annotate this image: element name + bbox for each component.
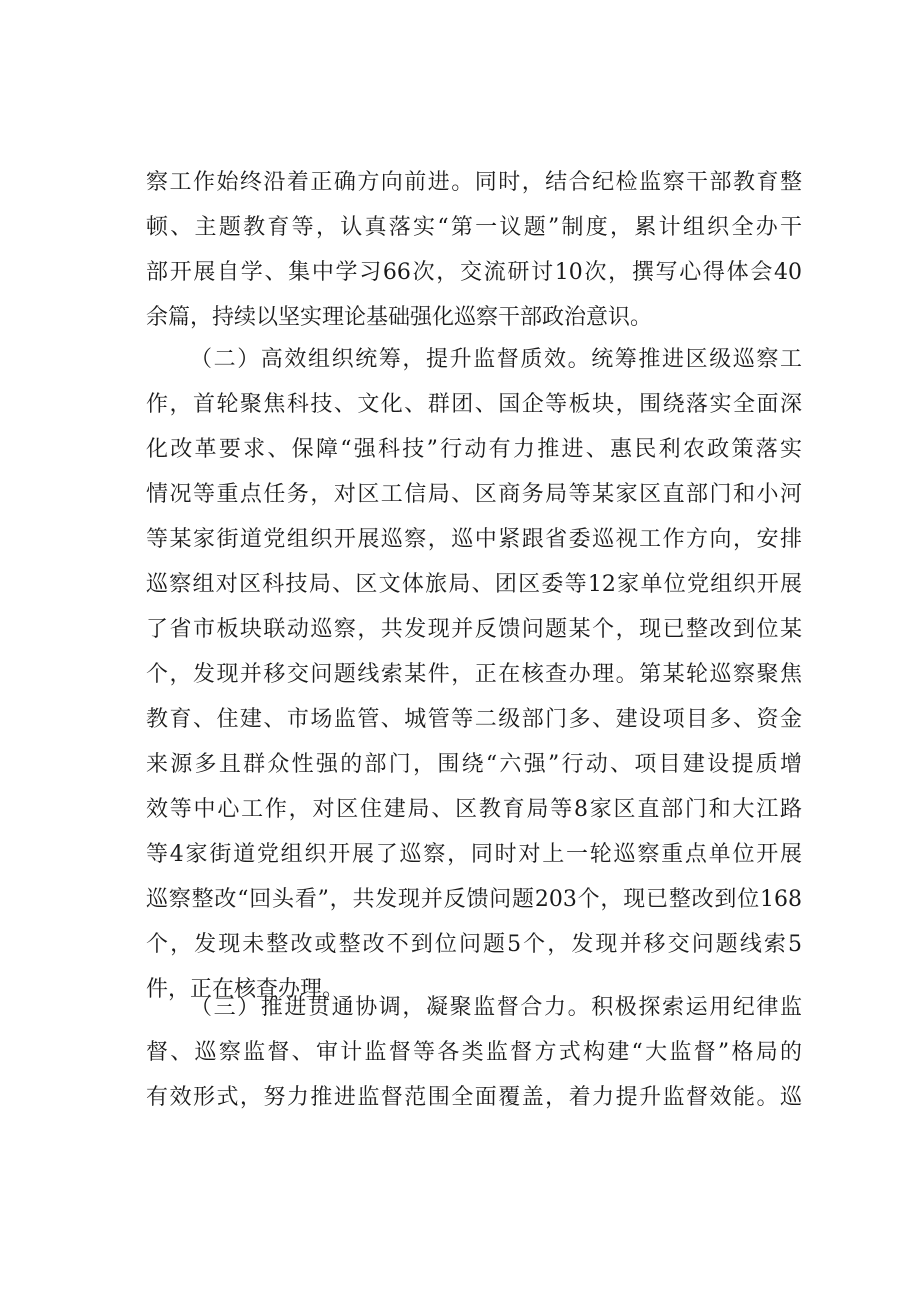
text-line: 察工作始终沿着正确方向前进。同时，结合纪检监察干部教育整 — [146, 170, 802, 195]
text-line: 件，正在核查办理。 — [146, 977, 345, 1002]
paragraph-2 — [146, 337, 802, 1012]
text-line: 顿、主题教育等，认真落实“第一议题”制度，累计组织全办干 — [146, 215, 802, 240]
paragraph-3 — [146, 985, 802, 1120]
text-line: 部开展自学、集中学习66次，交流研讨10次，撰写心得体会40 — [146, 260, 802, 285]
text-line: 化改革要求、保障“强科技”行动有力推进、惠民利农政策落实 — [146, 437, 802, 462]
text-line: 巡察组对区科技局、区文体旅局、团区委等12家单位党组织开展 — [146, 572, 802, 597]
text-line: 来源多且群众性强的部门，围绕“六强”行动、项目建设提质增 — [146, 752, 802, 777]
text-line: 有效形式，努力推进监督范围全面覆盖，着力提升监督效能。巡 — [146, 1085, 802, 1110]
text-line: 巡察整改“回头看”，共发现并反馈问题203个，现已整改到位168 — [146, 887, 802, 912]
text-line: 情况等重点任务，对区工信局、区商务局等某家区直部门和小河 — [146, 482, 802, 507]
text-line: 个，发现并移交问题线索某件，正在核查办理。第某轮巡察聚焦 — [146, 662, 802, 687]
text-line-first: （二）高效组织统筹，提升监督质效。统筹推进区级巡察工 — [190, 347, 802, 372]
text-line: 教育、住建、市场监管、城管等二级部门多、建设项目多、资金 — [146, 707, 802, 732]
text-line: 作，首轮聚焦科技、文化、群团、国企等板块，围绕落实全面深 — [146, 392, 802, 417]
text-line: 余篇，持续以坚实理论基础强化巡察干部政治意识。 — [146, 305, 653, 330]
paragraph-1 — [146, 160, 802, 340]
text-line-first: （三）推进贯通协调，凝聚监督合力。积极探索运用纪律监 — [190, 995, 802, 1020]
text-line: 等4家街道党组织开展了巡察，同时对上一轮巡察重点单位开展 — [146, 842, 802, 867]
text-line: 效等中心工作，对区住建局、区教育局等8家区直部门和大江路 — [146, 797, 802, 822]
text-line: 个，发现未整改或整改不到位问题5个，发现并移交问题线索5 — [146, 932, 802, 957]
text-line: 了省市板块联动巡察，共发现并反馈问题某个，现已整改到位某 — [146, 617, 802, 642]
text-line: 督、巡察监督、审计监督等各类监督方式构建“大监督”格局的 — [146, 1040, 802, 1065]
text-line: 等某家街道党组织开展巡察，巡中紧跟省委巡视工作方向，安排 — [146, 527, 802, 552]
